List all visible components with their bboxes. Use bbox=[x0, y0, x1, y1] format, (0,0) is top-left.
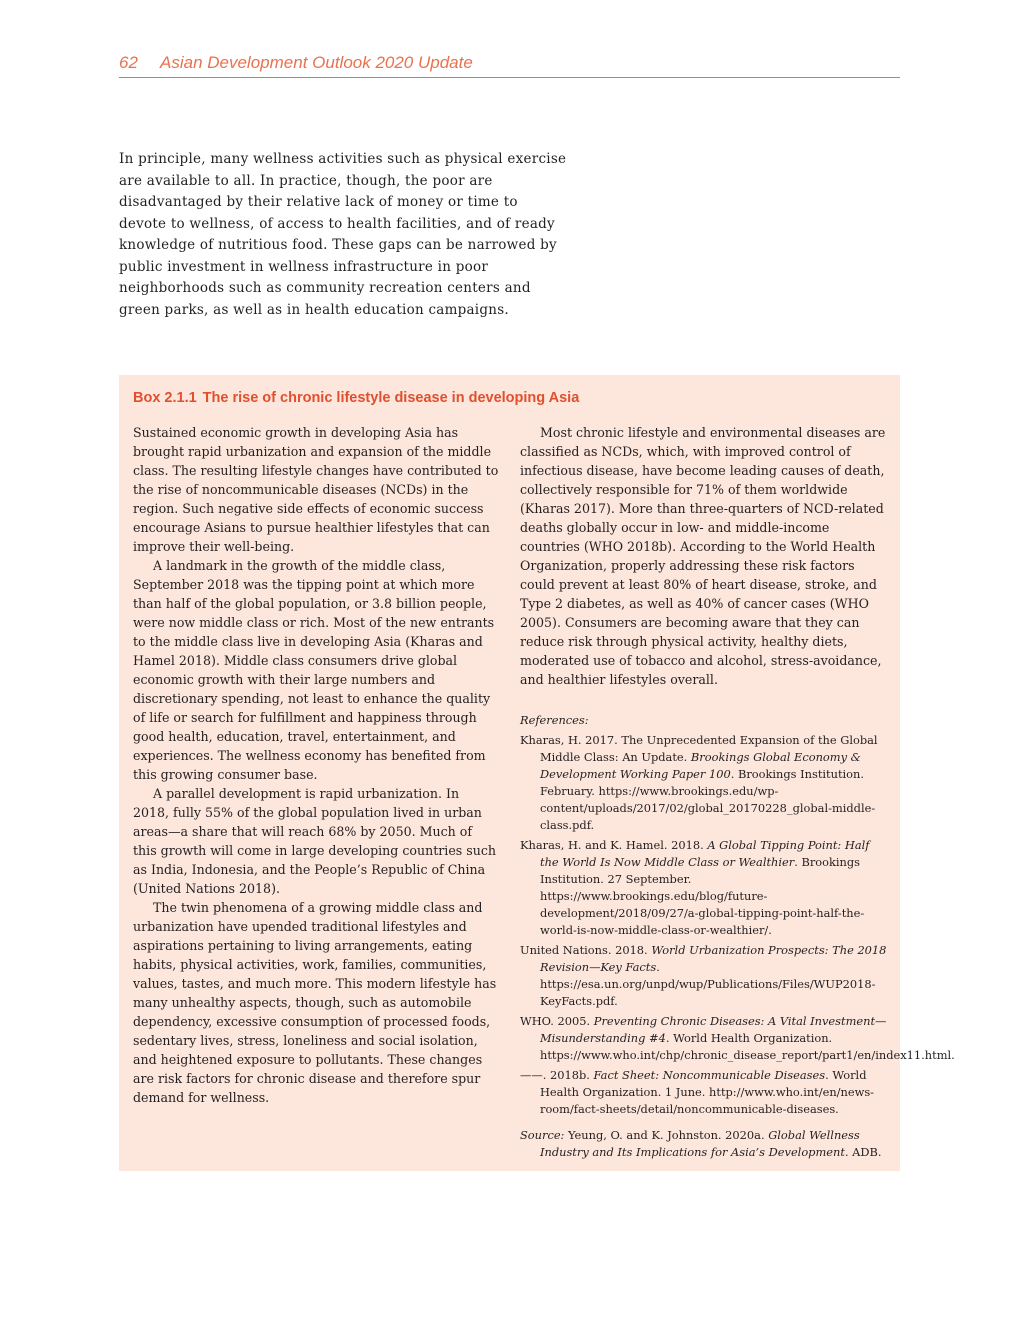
box-paragraph: Sustained economic growth in developing Asia has brought rapid urbanization and expansion of the middle class. The resulting lifestyle changes have contributed to the rise of noncommunicable diseases (NCDs) in the region. Such negative side effects of economic success encourage Asians to pursue healthier lifestyles that can improve their well-being. bbox=[133, 425, 499, 554]
box-paragraph: Most chronic lifestyle and environmental diseases are classified as NCDs, which, with improved control of infectious disease, have become leading causes of death, collectively responsible for 71% of them worldwide (Kharas 2017). More than three-quarters of NCD-related deaths globally occur in low- and middle-income countries (WHO 2018b). According to the World Health Organization, properly addressing these risk factors could prevent at least 80% of heart disease, stroke, and Type 2 diabetes, as well as 40% of cancer cases (WHO 2005). Consumers are becoming aware that they can reduce risk through physical activity, healthy diets, moderated use of tobacco and alcohol, stress-avoidance, and healthier lifestyles overall. bbox=[520, 425, 886, 687]
box-paragraph: A landmark in the growth of the middle class, September 2018 was the tipping point at which more than half of the global population, or 3.8 billion people, were now middle class or rich. Most of the new entrants to the middle class live in developing Asia (Kharas and Hamel 2018). Middle class consumers drive global economic growth with their large numbers and discretionary spending, not least to enhance the quality of life or search for fulfillment and happiness through good health, education, travel, entertainment, and experiences. The wellness economy has benefited from this growing consumer base. bbox=[133, 558, 495, 782]
source-label: Source: bbox=[520, 1128, 565, 1142]
box-label: Box 2.1.1 bbox=[133, 390, 197, 406]
box-column-right bbox=[520, 423, 890, 689]
box-2-1-1 bbox=[119, 375, 955, 1171]
running-header bbox=[119, 52, 900, 78]
reference-item: United Nations. 2018. World Urbanization Prospects: The 2018 Revision—Key Facts. https://esa.un.org/unpd/wup/Publications/Files/WUP2018-KeyFacts.pdf. bbox=[520, 943, 887, 1008]
reference-item: Kharas, H. and K. Hamel. 2018. A Global Tipping Point: Half the World Is Now Middle Class or Wealthier. Brookings Institution. 27 September. https://www.brookings.edu/blog/future-development/2018/09/27/a-global-tipping-point-half-the-world-is-now-middle-class-or-wealthier/. bbox=[520, 838, 870, 937]
box-heading: The rise of chronic lifestyle disease in developing Asia bbox=[202, 390, 580, 406]
reference-item: Kharas, H. 2017. The Unprecedented Expansion of the Global Middle Class: An Update. Brookings Global Economy & Development Working Paper 100. Brookings Institution. February. https://www.brookings.edu/wp-content/uploads/2017/02/global_20170228_global-middle-class.pdf. bbox=[520, 733, 878, 832]
box-paragraph: The twin phenomena of a growing middle class and urbanization have upended traditional lifestyles and aspirations pertaining to living arrangements, eating habits, physical activities, work, families, communities, values, tastes, and much more. This modern lifestyle has many unhealthy aspects, though, such as automobile dependency, excessive consumption of processed foods, sedentary lives, stress, loneliness and social isolation, and heightened exposure to pollutants. These changes are risk factors for chronic disease and therefore spur demand for wellness. bbox=[133, 900, 497, 1105]
references-title: References: bbox=[520, 713, 589, 727]
page-number: 62 bbox=[119, 53, 138, 72]
references bbox=[520, 712, 955, 1121]
source-note: Source: Yeung, O. and K. Johnston. 2020a. Global Wellness Industry and Its Implications for Asia’s Development. ADB. bbox=[520, 1128, 882, 1159]
intro-paragraph: In principle, many wellness activities such as physical exercise are available to all. In practice, though, the poor are disadvantaged by their relative lack of money or time to devote to wellness, of access to health facilities, and of ready knowledge of nutritious food. These gaps can be narrowed by public investment in wellness infrastructure in poor neighborhoods such as community recreation centers and green parks, as well as in health education campaigns. bbox=[119, 151, 567, 318]
publication-title: Asian Development Outlook 2020 Update bbox=[160, 53, 473, 72]
reference-item: ——. 2018b. Fact Sheet: Noncommunicable Diseases. World Health Organization. 1 June. http://www.who.int/en/news-room/fact-sheets/detail/noncommunicable-diseases. bbox=[520, 1068, 875, 1116]
box-paragraph: A parallel development is rapid urbanization. In 2018, fully 55% of the global population lived in urban areas—a share that will reach 68% by 2050. Much of this growth will come in large developing countries such as India, Indonesia, and the People’s Republic of China (United Nations 2018). bbox=[133, 786, 496, 896]
reference-item: WHO. 2005. Preventing Chronic Diseases: A Vital Investment—Misunderstanding #4. World Health Organization. https://www.who.int/chp/chronic_disease_report/part1/en/index11.html. bbox=[520, 1014, 955, 1062]
box-title bbox=[133, 388, 579, 408]
box-column-left bbox=[133, 423, 499, 1107]
